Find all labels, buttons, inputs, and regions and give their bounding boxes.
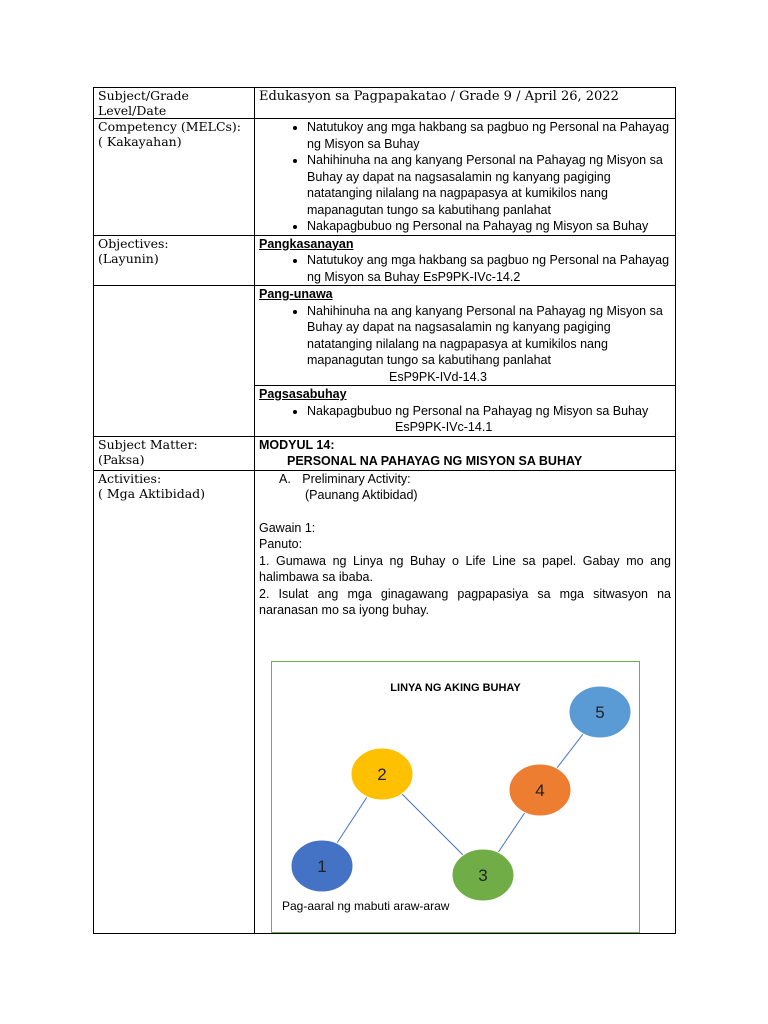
lesson-plan-table: [93, 87, 676, 934]
step-1: 1. Gumawa ng Linya ng Buhay o Life Line sa papel. Gabay mo ang halimbawa sa ibaba.: [259, 553, 671, 584]
cell-value: [255, 235, 676, 286]
list-item: [307, 303, 671, 386]
life-node-label: 3: [478, 865, 488, 885]
list-item: • Natutukoy ang mga hakbang sa pagbuo ng Personal na Pahayag ng Misyon sa Buhay: [307, 119, 671, 152]
module-number: MODYUL 14:: [259, 437, 335, 452]
cell-label: [94, 119, 255, 236]
pang-unawa-text: Nahihinuha na ang kanyang Personal na Pahayag ng Misyon sa Buhay ay dapat na nagsasalamin ng kanyang pagiging natatanging nilalang na nagpapasya at kumikilos nang mapanagutan tungo sa kabutihang panlahat: [307, 303, 663, 367]
cell-label: [94, 235, 255, 286]
competency-label-sub: ( Kakayahan): [98, 134, 182, 149]
competency-label: Competency (MELCs):: [98, 119, 242, 134]
cell-value: [255, 386, 676, 437]
list-item: • Nakapagbubuo ng Personal na Pahayag ng Misyon sa Buhay: [307, 218, 671, 235]
life-line-diagram: [271, 661, 640, 933]
life-node-label: 2: [377, 764, 387, 784]
objectives-label: Objectives:: [98, 235, 169, 251]
life-node-label: 5: [595, 702, 605, 722]
row-activities: [94, 470, 676, 933]
step-2: 2. Isulat ang mga ginagawang pagpapasiya sa mga sitwasyon na naranasan mo sa iyong buhay.: [259, 586, 671, 617]
diagram-caption: Pag-aaral ng mabuti araw-araw: [282, 898, 450, 913]
pagsasabuhay-list: [259, 403, 671, 436]
life-node-label: 1: [317, 856, 327, 876]
pagsasabuhay-text: Nakapagbubuo ng Personal na Pahayag ng Misyon sa Buhay: [307, 403, 649, 418]
subject-value: Edukasyon sa Pagpapakatao / Grade 9 / April 26, 2022: [259, 89, 619, 104]
list-item: • Natutukoy ang mga hakbang sa pagbuo ng Personal na Pahayag ng Misyon sa Buhay EsP9PK-IVc-14.2: [307, 252, 671, 285]
subject-label: Subject/Grade Level/Date: [98, 88, 189, 118]
pang-unawa-code: EsP9PK-IVd-14.3: [389, 369, 487, 384]
pang-unawa-list: [259, 303, 671, 386]
module-title: PERSONAL NA PAHAYAG NG MISYON SA BUHAY: [287, 454, 583, 468]
cell-value: [255, 119, 676, 236]
list-item: [307, 403, 671, 436]
subject-matter-label: Subject Matter:: [98, 436, 198, 452]
activities-label: Activities:: [98, 470, 162, 486]
subject-matter-label-sub: (Paksa): [98, 451, 145, 467]
row-subject: [94, 88, 676, 119]
row-subject-matter: [94, 436, 676, 470]
row-objectives: [94, 235, 676, 286]
preliminary-line: [259, 471, 671, 488]
pangkasanayan-list: [259, 252, 671, 285]
cell-label: [94, 436, 255, 470]
cell-value: [255, 436, 676, 470]
cell-value: [255, 88, 676, 119]
cell-label: [94, 88, 255, 119]
life-line-svg: [272, 662, 639, 932]
activity-letter: A.: [279, 471, 291, 486]
preliminary-subtitle: (Paunang Aktibidad): [305, 488, 418, 502]
gawain-label: Gawain 1:: [259, 520, 316, 535]
panuto-label: Panuto:: [259, 537, 303, 551]
preliminary-title: Preliminary Activity:: [302, 471, 411, 486]
pagsasabuhay-code: EsP9PK-IVc-14.1: [395, 420, 493, 434]
cell-value: [255, 470, 676, 933]
list-item: • Nahihinuha na ang kanyang Personal na Pahayag ng Misyon sa Buhay ay dapat na nagsasalamin ng kanyang pagiging natatanging nilalang na nagpapasya at kumikilos nang mapanagutan tungo sa kabutihang panlahat: [307, 152, 671, 218]
competency-list: [259, 119, 671, 235]
objectives-label-sub: (Layunin): [98, 250, 159, 266]
pang-unawa-heading: Pang-unawa: [259, 287, 333, 301]
cell-value: [255, 286, 676, 386]
pangkasanayan-heading: Pangkasanayan: [259, 236, 354, 251]
activities-label-sub: ( Mga Aktibidad): [98, 485, 206, 501]
life-node-label: 4: [535, 780, 545, 800]
diagram-title: LINYA NG AKING BUHAY: [390, 681, 521, 694]
cell-label-empty: [94, 286, 255, 437]
row-objectives-continued: [94, 286, 676, 386]
pagsasabuhay-heading: Pagsasabuhay: [259, 387, 347, 401]
row-competency: [94, 119, 676, 236]
cell-label: [94, 470, 255, 933]
